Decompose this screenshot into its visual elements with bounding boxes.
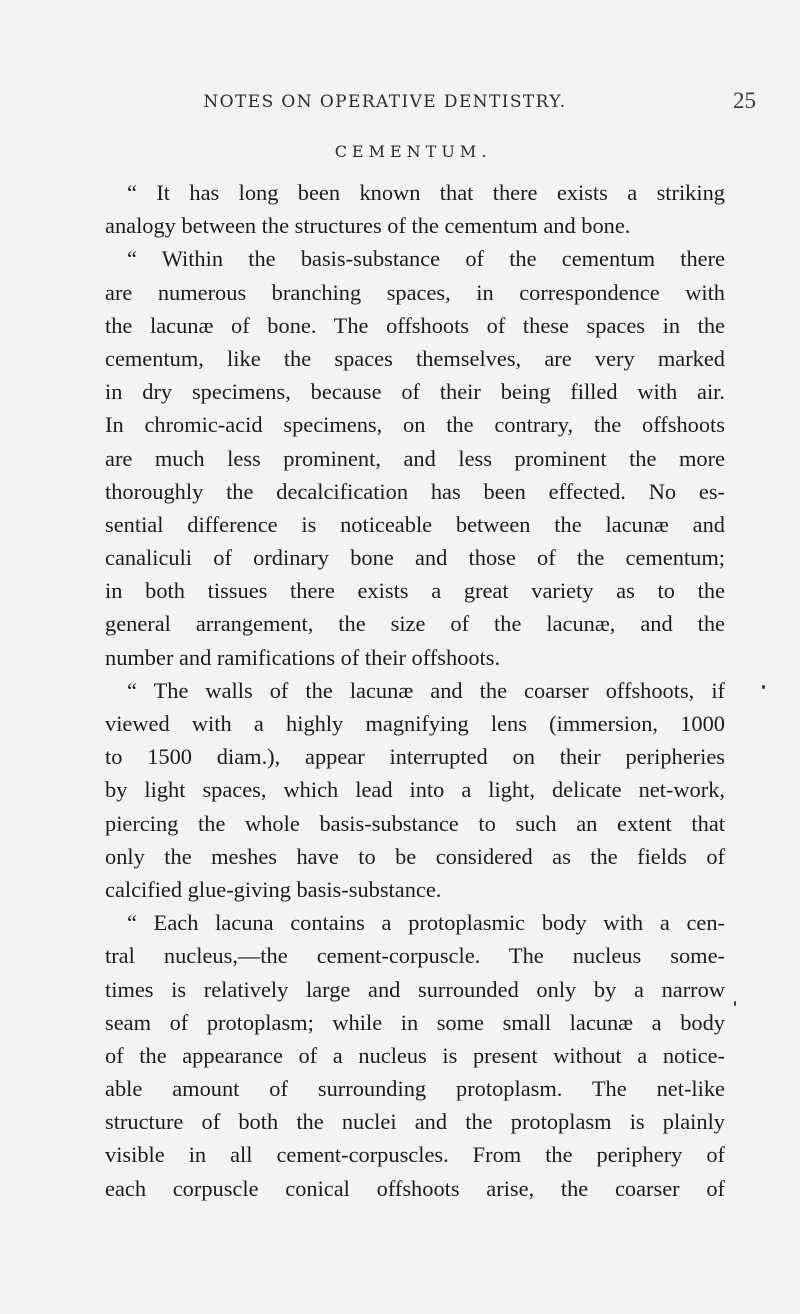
text-line: “ Within the basis-substance of the cementum there xyxy=(127,246,725,272)
text-line: piercing the whole basis-substance to such an extent that xyxy=(105,810,725,836)
text-line: are much less prominent, and less prominent the more xyxy=(105,445,725,471)
text-line: are numerous branching spaces, in correspondence with xyxy=(105,279,725,305)
print-speck xyxy=(734,1001,736,1006)
text-line: “ The walls of the lacunæ and the coarser offshoots, if xyxy=(127,677,725,703)
text-line: to 1500 diam.), appear interrupted on their peripheries xyxy=(105,744,725,770)
text-line: general arrangement, the size of the lacunæ, and the xyxy=(105,611,725,637)
text-line: only the meshes have to be considered as the fields of xyxy=(105,843,725,869)
text-line: viewed with a highly magnifying lens (immersion, 1000 xyxy=(105,711,725,736)
text-line: in dry specimens, because of their being filled with air. xyxy=(105,379,725,405)
text-line: tral nucleus,—the cement-corpuscle. The nucleus some- xyxy=(105,943,725,969)
text-line: canaliculi of ordinary bone and those of the cementum; xyxy=(105,545,725,571)
text-line: In chromic-acid specimens, on the contrary, the offshoots xyxy=(105,412,725,438)
body-text xyxy=(105,176,725,1205)
text-line: of the appearance of a nucleus is present without a notice- xyxy=(105,1042,725,1068)
text-line: structure of both the nuclei and the protoplasm is plainly xyxy=(105,1109,725,1135)
text-line: calcified glue-giving basis-substance. xyxy=(105,876,442,902)
text-line: thoroughly the decalcification has been effected. No es- xyxy=(105,478,725,504)
text-line: each corpuscle conical offshoots arise, the coarser of xyxy=(105,1175,725,1201)
text-line: “ Each lacuna contains a protoplasmic body with a cen- xyxy=(127,910,725,936)
text-line: sential difference is noticeable between the lacunæ and xyxy=(105,511,725,537)
text-line: seam of protoplasm; while in some small lacunæ a body xyxy=(105,1009,725,1035)
text-line: by light spaces, which lead into a light, delicate net-work, xyxy=(105,777,725,803)
text-line: able amount of surrounding protoplasm. The net-like xyxy=(105,1076,725,1102)
page-number: 25 xyxy=(733,88,756,113)
text-line: the lacunæ of bone. The offshoots of these spaces in the xyxy=(105,312,725,338)
text-line: “ It has long been known that there exists a striking xyxy=(127,180,725,205)
text-line: visible in all cement-corpuscles. From the periphery of xyxy=(105,1142,725,1168)
text-line: number and ramifications of their offshoots. xyxy=(105,644,501,670)
section-heading: CEMENTUM. xyxy=(334,142,492,161)
text-line: analogy between the structures of the cementum and bone. xyxy=(105,213,631,239)
running-title: NOTES ON OPERATIVE DENTISTRY. xyxy=(203,92,567,112)
print-speck xyxy=(762,685,765,689)
text-line: cementum, like the spaces themselves, are very marked xyxy=(105,345,725,371)
running-head xyxy=(0,88,800,116)
text-line: in both tissues there exists a great variety as to the xyxy=(105,578,725,604)
text-line: times is relatively large and surrounded only by a narrow xyxy=(105,976,725,1002)
